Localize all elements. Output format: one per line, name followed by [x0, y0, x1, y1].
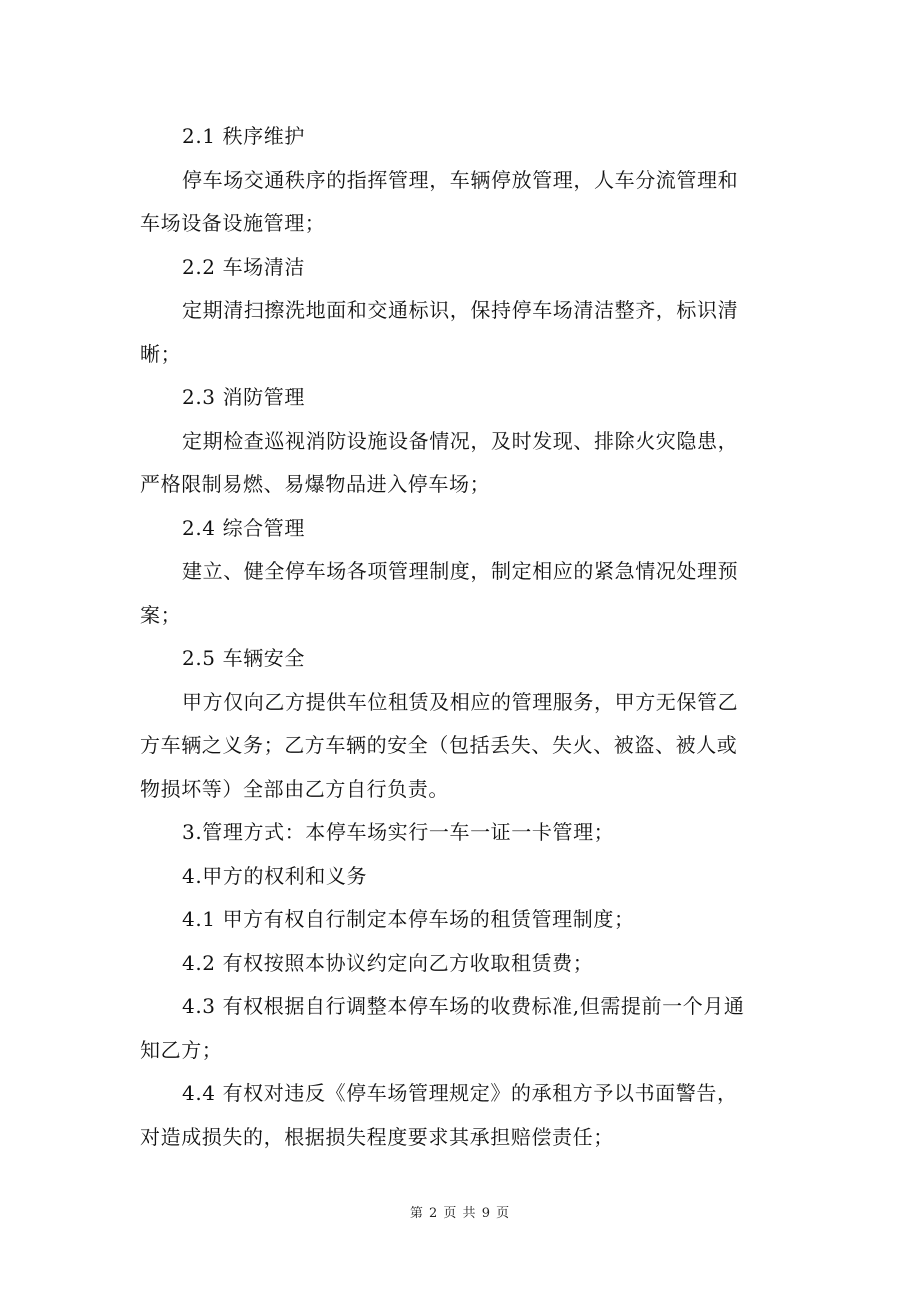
- paragraph-line: 方车辆之义务；乙方车辆的安全（包括丢失、失火、被盗、被人或: [140, 733, 738, 757]
- clause-4-2: 4.2 有权按照本协议约定向乙方收取租赁费；: [182, 950, 594, 975]
- section-heading-2-4: 2.4 综合管理: [182, 515, 305, 540]
- paragraph-line: 晰；: [140, 341, 182, 366]
- paragraph-line: 停车场交通秩序的指挥管理，车辆停放管理，人车分流管理和: [182, 167, 739, 192]
- paragraph-line: 案；: [140, 602, 182, 627]
- clause-4-1: 4.1 甲方有权自行制定本停车场的租赁管理制度；: [182, 907, 635, 931]
- paragraph-line: 知乙方；: [140, 1037, 223, 1062]
- paragraph-line: 甲方仅向乙方提供车位租赁及相应的管理服务，甲方无保管乙: [182, 689, 739, 714]
- clause-4-4: 4.4 有权对违反《停车场管理规定》的承租方予以书面警告，: [182, 1081, 738, 1105]
- paragraph-line: 建立、健全停车场各项管理制度，制定相应的紧急情况处理预: [182, 559, 739, 583]
- paragraph-line: 车场设备设施管理；: [140, 211, 326, 235]
- section-heading-2-5: 2.5 车辆安全: [182, 646, 305, 670]
- section-heading-2-2: 2.2 车场清洁: [182, 254, 305, 279]
- section-heading-3: 3.管理方式：本停车场实行一车一证一卡管理；: [182, 820, 615, 844]
- section-heading-4: 4.甲方的权利和义务: [182, 863, 368, 888]
- document-body: [140, 115, 790, 1159]
- page-number-footer: 第 2 页 共 9 页: [409, 1206, 511, 1221]
- clause-4-3: 4.3 有权根据自行调整本停车场的收费标准,但需提前一个月通: [182, 994, 745, 1018]
- section-heading-2-1: 2.1 秩序维护: [182, 124, 305, 148]
- paragraph-line: 定期检查巡视消防设施设备情况，及时发现、排除火灾隐患，: [182, 428, 739, 453]
- paragraph-line: 定期清扫擦洗地面和交通标识，保持停车场清洁整齐，标识清: [182, 298, 739, 322]
- paragraph-line: 对造成损失的，根据损失程度要求其承担赔偿责任；: [140, 1124, 614, 1149]
- paragraph-line: 物损坏等）全部由乙方自行负责。: [140, 776, 449, 801]
- paragraph-line: 严格限制易燃、易爆物品进入停车场；: [140, 472, 491, 496]
- section-heading-2-3: 2.3 消防管理: [182, 385, 305, 409]
